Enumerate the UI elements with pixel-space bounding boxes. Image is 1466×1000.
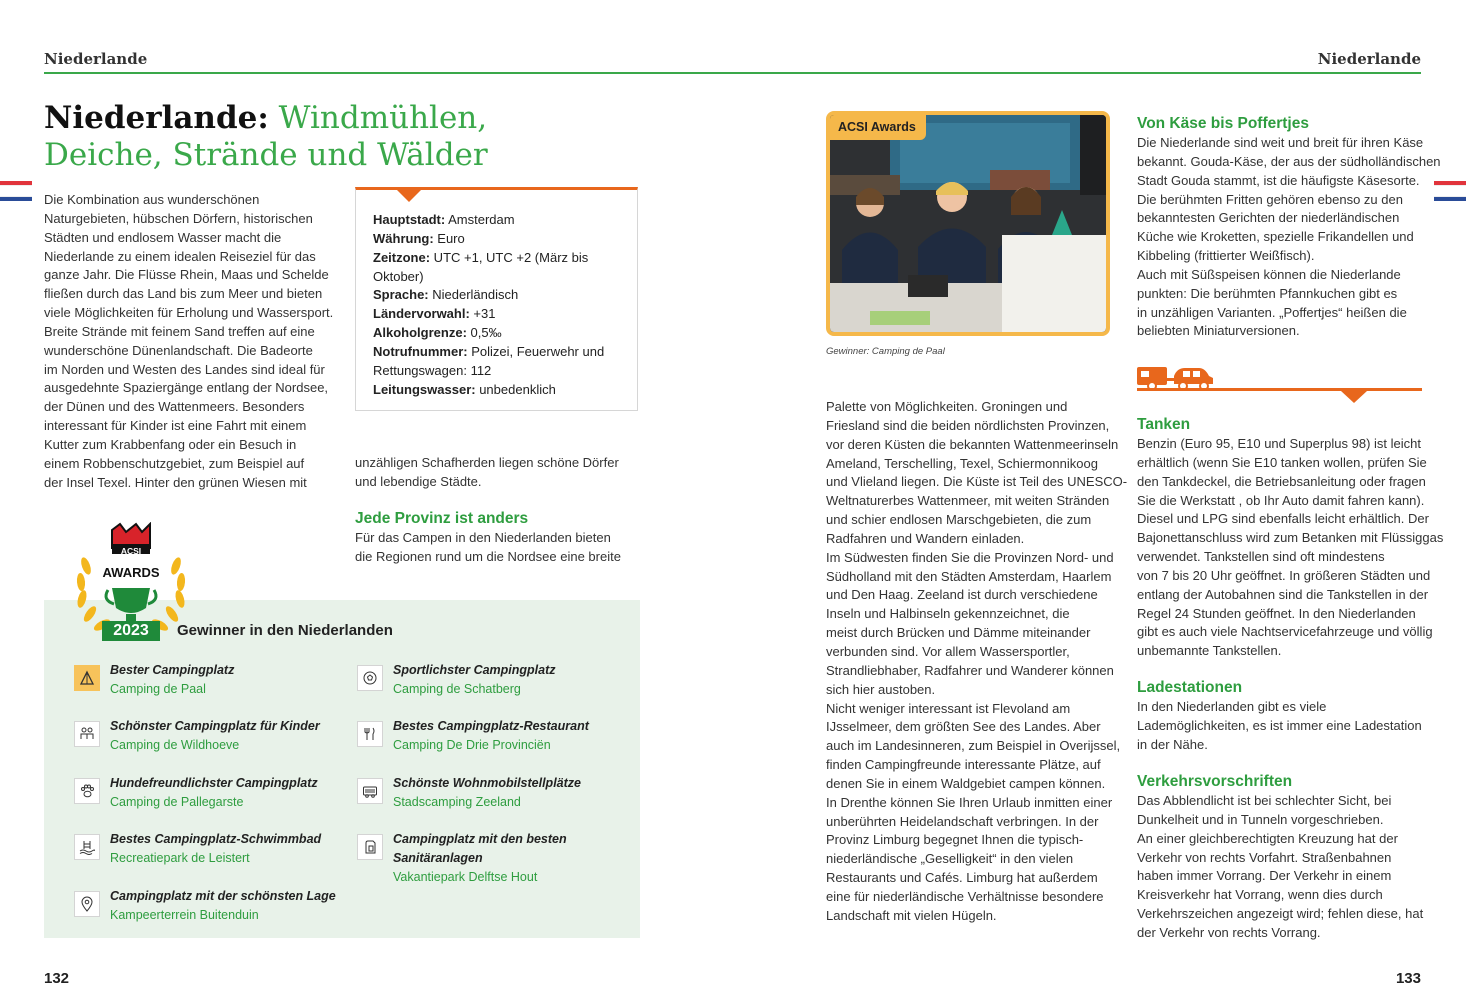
lade-heading: Ladestationen [1137,679,1243,696]
food-line: punkten: Die berühmten Pfannkuchen gibt es [1137,285,1398,301]
fact-item [373,343,628,381]
shower-icon [357,834,383,860]
title-part2: Windmühlen, [278,100,488,136]
intro-line: interessant für Kinder ist eine Fahrt mit einem [44,418,307,434]
middle-line: Im Südwesten finden Sie die Provinzen Nord- und [826,549,1114,565]
food-line: Küche wie Kroketten, spezielle Frikandellen und [1137,229,1414,245]
middle-line: und Vlieland liegen. Die Küste ist Teil des UNESCO- [826,474,1128,490]
fact-value: unbedenklich [475,381,556,397]
fact-key: Alkoholgrenze: [373,325,467,341]
fact-key: Ländervorwahl: [373,306,470,322]
award-category: Schönste Wohnmobilstellplätze [393,776,581,790]
tanken-line: Diesel und LPG sind ebenfalls leicht erhältlich. Der [1137,511,1429,527]
intro-line: fließen durch das Land bis zum Meer und bieten [44,286,323,302]
photo-caption: Gewinner: Camping de Paal [826,346,945,357]
running-head-left: Niederlande [44,50,148,68]
intro-line: viele Möglichkeiten für Erholung und Wassersport. [44,305,334,321]
food-line: Die berühmten Fritten gehören ebenso zu den [1137,191,1403,207]
middle-line: und schier endlosen Marschgebieten, die zum [826,512,1092,528]
award-category: Bester Campingplatz [110,663,235,677]
verkehr-line: haben immer Vorrang. Der Verkehr in einem [1137,868,1392,884]
lade-line: In den Niederlanden gibt es viele [1137,699,1327,714]
soccer-ball-icon [357,665,383,691]
awards-photo [826,111,1110,336]
middle-line: Ameland, Terschelling, Texel, Schiermonnikoog [826,455,1098,471]
middle-line: Südholland mit den Städten Amsterdam, Haarlem [826,568,1112,584]
middle-line: unberührten Heidelandschaft verbringen. In der [826,813,1099,829]
logo-brand: ACSI [120,546,142,556]
page-title [44,100,564,174]
intro-line: Naturgebieten, hübschen Dörfern, historischen [44,210,313,226]
fact-value: Niederländisch [428,287,519,303]
location-pin-icon [74,891,100,917]
paw-icon [74,778,100,804]
fact-value: 0,5‰ [466,325,502,341]
award-winner: Recreatiepark de Leistert [110,851,250,865]
food-line: bekannt. Gouda-Käse, der aus der südholländischen [1137,153,1441,169]
lade-line: in der Nähe. [1137,736,1208,752]
middle-line: Strandliebhaber, Radfahrer und Wanderer können [826,662,1114,678]
food-line: beliebten Miniaturversionen. [1137,323,1300,339]
verkehr-text [1137,792,1427,943]
middle-line: Friesland sind die beiden nördlichsten Provinzen, [826,417,1110,433]
middle-line: sich hier austoben. [826,681,936,697]
motorhome-icon [357,778,383,804]
middle-line: denen Sie in einem Waldgebiet campen können. [826,775,1106,791]
fact-key: Währung: [373,230,434,246]
continued-text [355,454,640,492]
logo-label: AWARDS [102,565,160,580]
page-number-left: 132 [44,970,70,987]
fact-key: Zeitzone: [373,249,431,265]
logo-year: 2023 [113,622,149,639]
fact-list [373,211,628,399]
fact-key: Notrufnummer: [373,343,468,359]
header-rule-right [640,72,1421,74]
food-line: Kibbeling (frittierter Weißfisch). [1137,248,1315,264]
middle-line: Inseln und Halbinseln gekennzeichnet, die [826,606,1070,622]
middle-line: meist durch Brücken und Dämme miteinander [826,625,1091,641]
award-winner: Camping de Schatberg [393,682,521,696]
award-category-line2: Sanitäranlagen [393,851,483,865]
middle-line: verbunden sind. Vor allem Wassersportler, [826,643,1070,659]
tanken-line: von 7 bis 20 Uhr geöffnet. In größeren Städten und [1137,567,1431,583]
middle-line: finden Campingfreunde interessante Plätze, auf [826,757,1101,773]
fact-item [373,381,628,400]
award-category: Campingplatz mit den besten [393,832,567,846]
awards-heading: Gewinner in den Niederlanden [177,622,393,639]
verkehr-line: Kreisverkehr hat Vorrang, wenn dies durch [1137,887,1383,903]
middle-line: Landschaft mit vielen Hügeln. [826,907,997,923]
cutlery-icon [357,721,383,747]
fact-value: UTC +1, UTC +2 (März bis Oktober) [373,249,589,284]
award-category: Hundefreundlichster Campingplatz [110,776,318,790]
fact-key: Sprache: [373,287,429,303]
tanken-line: Sie die Werkstatt , ob Ihr Auto damit fahren kann). [1137,492,1425,508]
award-category: Sportlichster Campingplatz [393,663,556,677]
traffic-divider [1137,364,1422,406]
intro-line: Kutter zum Krabbenfang oder ein Besuch in [44,436,297,452]
car-caravan-icon [1137,364,1422,406]
middle-line: Provinz Limburg begegnet Ihnen die typisch- [826,832,1084,848]
tanken-line: unbemannte Tankstellen. [1137,643,1282,659]
tanken-heading: Tanken [1137,416,1191,433]
award-winner: Camping de Wildhoeve [110,738,240,752]
page-number-right: 133 [1395,970,1421,987]
fact-item [373,305,628,324]
acsi-awards-logo [72,522,190,644]
province-line: Für das Campen in den Niederlanden bieten [355,530,611,545]
food-line: bekanntesten Gerichten der niederländischen [1137,210,1400,226]
middle-line: niederländische „Geselligkeit“ in den vielen [826,851,1074,867]
tanken-line: Benzin (Euro 95, E10 und Superplus 98) ist leicht [1137,436,1422,451]
middle-text [826,398,1128,926]
tanken-line: entlang der Autobahnen sind die Tankstellen in der [1137,586,1429,602]
swimmer-icon [74,834,100,860]
award-category: Bestes Campingplatz-Restaurant [393,719,589,733]
middle-line: und Den Haag. Zeeland ist durch verschiedene [826,587,1098,603]
intro-line: im Norden und Westen des Landes sind ideal für [44,361,325,377]
tanken-line: erhältlich (wenn Sie E10 tanken wollen, prüfen Sie [1137,454,1427,470]
tanken-line: den Tankdeckel, die Betriebsanleitung oder fragen [1137,473,1426,489]
verkehr-line: An einer gleichberechtigten Kreuzung hat der [1137,830,1398,846]
intro-line: einem Robbenschutzgebiet, zum Beispiel auf [44,455,305,471]
fact-box-pointer [396,189,422,202]
intro-line: wunderschöne Dünenlandschaft. Die Badeorte [44,342,313,358]
middle-line: Weltnaturerbes Wattenmeer, mit weiten Stränden [826,493,1110,509]
flag-mark-left [0,181,32,201]
intro-text [44,191,339,493]
running-head-right: Niederlande [1317,50,1421,68]
award-winner: Stadscamping Zeeland [393,795,521,809]
food-line: in unzähligen Varianten. „Poffertjes“ heißen die [1137,304,1407,320]
fact-item [373,324,628,343]
title-part3: Deiche, Strände und Wälder [44,137,488,173]
middle-line: In Drenthe können Sie Ihren Urlaub inmitten einer [826,794,1113,810]
verkehr-heading: Verkehrsvorschriften [1137,773,1293,790]
fact-value: Polizei, Feuerwehr und Rettungswagen: 112 [373,343,605,378]
intro-line: der Insel Texel. Hinter den grünen Wiesen mit [44,474,307,490]
award-category: Campingplatz mit der schönsten Lage [110,889,336,903]
verkehr-line: der Verkehr von rechts Vorrang. [1137,924,1321,940]
intro-line: Niederlande zu einem idealen Reiseziel für das [44,248,316,264]
header-rule-left [44,72,640,74]
lade-text [1137,698,1427,755]
verkehr-line: Das Abblendlicht ist bei schlechter Sicht, bei [1137,793,1392,808]
verkehr-line: Dunkelheit und in Tunneln vorgeschrieben. [1137,811,1384,827]
fact-key: Leitungswasser: [373,381,476,397]
fact-item [373,286,628,305]
fact-value: Euro [433,230,465,246]
continued-line: unzähligen Schafherden liegen schöne Dörfer [355,455,619,470]
fact-item [373,230,628,249]
award-winner: Camping de Pallegarste [110,795,244,809]
tanken-text [1137,435,1444,661]
middle-line: eine für niederländische Verhältnisse besondere [826,888,1104,904]
tanken-line: Bajonettanschluss wird zum Betanken mit Flüssiggas [1137,530,1444,546]
award-winner: Camping de Paal [110,682,206,696]
award-category: Schönster Campingplatz für Kinder [110,719,320,733]
middle-line: IJsselmeer, dem größten See des Landes. Aber [826,719,1101,735]
province-line: die Regionen rund um die Nordsee eine breite [355,548,621,564]
food-line: Auch mit Süßspeisen können die Niederlande [1137,266,1401,282]
family-icon [74,721,100,747]
continued-line: und lebendige Städte. [355,473,482,489]
food-heading: Von Käse bis Poffertjes [1137,115,1309,132]
intro-line: Breite Strände mit feinem Sand treffen auf eine [44,323,315,339]
middle-line: vor deren Küsten die bekannten Wattenmeerinseln [826,436,1119,452]
fact-box [355,187,638,411]
intro-line: Städten und endlosem Wasser macht die [44,229,282,245]
middle-line: Palette von Möglichkeiten. Groningen und [826,399,1068,414]
title-country: Niederlande: [44,100,269,136]
award-winner: Vakantiepark Delftse Hout [393,870,538,884]
tanken-line: gibt es auch viele Nachtservicefahrzeuge und völlig [1137,624,1433,640]
fact-key: Hauptstadt: [373,212,446,227]
middle-line: Restaurants und Cafés. Limburg hat außerdem [826,870,1098,886]
food-line: Stadt Gouda stammt, ist die häufigste Käsesorte. [1137,172,1420,188]
province-text [355,529,640,567]
award-winners-image [830,115,1106,332]
middle-line: Nicht weniger interessant ist Flevoland am [826,700,1071,716]
middle-line: Radfahren und Wandern einladen. [826,530,1025,546]
intro-line: ausgedehnte Spaziergänge entlang der Nordsee, [44,380,329,396]
food-text [1137,134,1441,341]
award-winner: Camping De Drie Provinciën [393,738,551,752]
province-heading: Jede Provinz ist anders [355,510,529,527]
intro-line: der Dünen und des Wattenmeers. Besonders [44,399,305,415]
tanken-line: Regel 24 Stunden geöffnet. In den Niederlanden [1137,605,1416,621]
tanken-line: verwendet. Tankstellen sind oft mindestens [1137,549,1385,565]
photo-tag: ACSI Awards [830,115,926,140]
food-line: Die Niederlande sind weit und breit für ihren Käse [1137,135,1424,150]
intro-line: ganze Jahr. Die Flüsse Rhein, Maas und Schelde [44,267,329,283]
verkehr-line: Verkehr von rechts Vorfahrt. Straßenbahnen [1137,849,1392,865]
lade-line: Lademöglichkeiten, es ist immer eine Ladestation [1137,717,1422,733]
intro-line: Die Kombination aus wunderschönen [44,192,260,207]
flag-mark-right [1434,181,1466,201]
fact-item [373,211,628,230]
tent-icon [74,665,100,691]
award-winner: Kampeerterrein Buitenduin [110,908,259,922]
award-category: Bestes Campingplatz-Schwimmbad [110,832,322,846]
fact-value: +31 [469,306,496,322]
middle-line: auch im Landesinneren, zum Beispiel in Overijssel, [826,738,1121,754]
fact-value: Amsterdam [445,212,515,227]
fact-item [373,249,628,287]
verkehr-line: Verkehrszeichen angezeigt wird; fehlen diese, hat [1137,906,1424,922]
